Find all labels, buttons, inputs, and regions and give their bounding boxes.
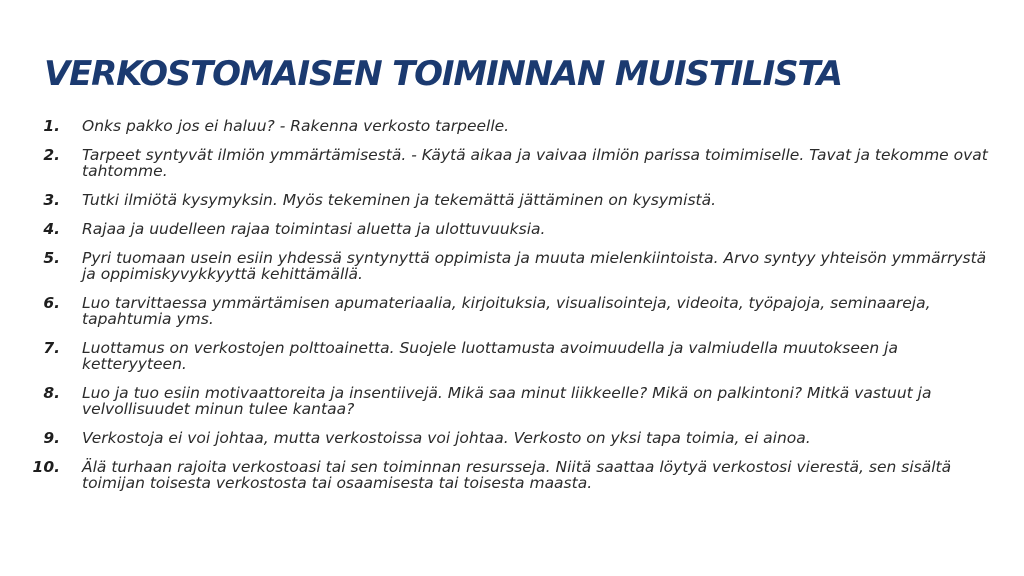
- list-item: [30, 340, 990, 372]
- item-number: 6.: [43, 294, 60, 312]
- list-item: [30, 385, 990, 417]
- item-text: Onks pakko jos ei haluu? - Rakenna verkosto tarpeelle.: [82, 117, 510, 135]
- list-item: [30, 459, 990, 491]
- item-text: Verkostoja ei voi johtaa, mutta verkostoissa voi johtaa. Verkosto on yksi tapa toimia, ei ainoa.: [82, 429, 811, 447]
- item-number: 9.: [43, 429, 60, 447]
- item-number: 1.: [43, 117, 60, 135]
- item-text: Pyri tuomaan usein esiin yhdessä syntynyttä oppimista ja muuta mielenkiintoista. Arvo syntyy yhteisön ymmärrystä ja oppimiskyvykkyyttä kehittämällä.: [82, 249, 987, 283]
- item-number: 4.: [43, 220, 60, 238]
- item-text: Tarpeet syntyvät ilmiön ymmärtämisestä. - Käytä aikaa ja vaivaa ilmiön parissa toimimiselle. Tavat ja tekomme ovat tahtomme.: [82, 146, 988, 180]
- item-text: Luo ja tuo esiin motivaattoreita ja insentiivejä. Mikä saa minut liikkeelle? Mikä on palkintoni? Mitkä vastuut ja velvollisuudet minun tulee kantaa?: [82, 384, 932, 418]
- slide-title: VERKOSTOMAISEN TOIMINNAN MUISTILISTA: [44, 54, 842, 94]
- list-item: [30, 147, 990, 179]
- item-number: 3.: [43, 191, 60, 209]
- list-item: [30, 118, 990, 134]
- list-item: [30, 430, 990, 446]
- item-number: 7.: [43, 339, 60, 357]
- item-text: Luo tarvittaessa ymmärtämisen apumateriaalia, kirjoituksia, visualisointeja, videoita, työpajoja, seminaareja, tapahtumia yms.: [82, 294, 931, 328]
- list-item: [30, 192, 990, 208]
- list-item: [30, 295, 990, 327]
- list-item: [30, 221, 990, 237]
- item-number: 10.: [32, 458, 60, 476]
- item-text: Tutki ilmiötä kysymyksin. Myös tekeminen ja tekemättä jättäminen on kysymistä.: [82, 191, 717, 209]
- checklist: [30, 118, 990, 504]
- item-text: Luottamus on verkostojen polttoainetta. Suojele luottamusta avoimuudella ja valmiudella muutokseen ja ketteryyteen.: [82, 339, 898, 373]
- item-number: 8.: [43, 384, 60, 402]
- list-item: [30, 250, 990, 282]
- item-text: Rajaa ja uudelleen rajaa toimintasi aluetta ja ulottuvuuksia.: [82, 220, 546, 238]
- item-number: 5.: [43, 249, 60, 267]
- item-text: Älä turhaan rajoita verkostoasi tai sen toiminnan resursseja. Niitä saattaa löytyä verkostosi vierestä, sen sisältä toimijan toisesta verkostosta tai osaamisesta tai toisesta maasta.: [82, 458, 952, 492]
- item-number: 2.: [43, 146, 60, 164]
